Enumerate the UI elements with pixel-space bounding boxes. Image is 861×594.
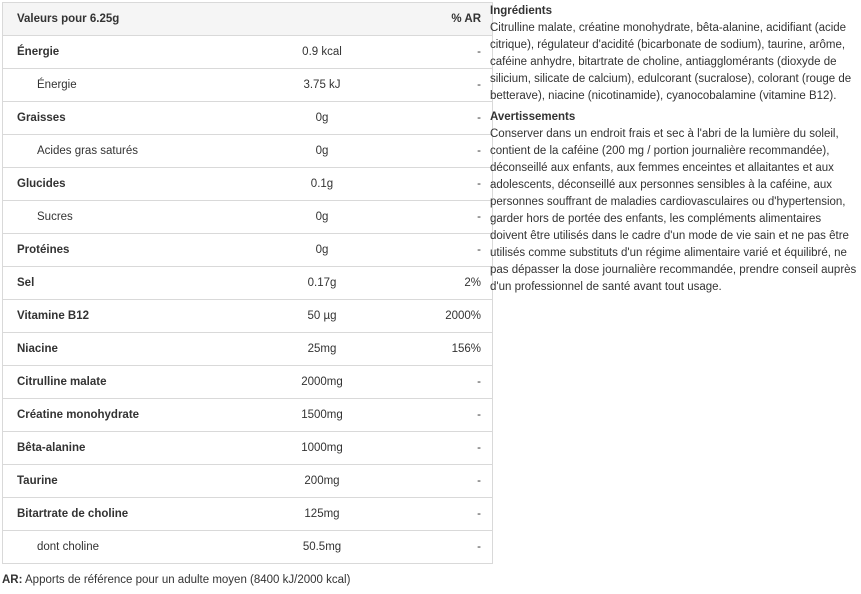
table-row <box>3 366 493 399</box>
ar-footnote <box>2 574 350 586</box>
header-value-label <box>242 3 402 36</box>
nutrient-name: Créatine monohydrate <box>3 399 243 432</box>
nutrient-name: Sel <box>3 267 243 300</box>
table-row <box>3 102 493 135</box>
nutrient-ar-percent: 156% <box>402 333 493 366</box>
nutrient-name: dont choline <box>3 531 243 564</box>
nutrient-ar-percent: - <box>402 168 493 201</box>
table-row <box>3 69 493 102</box>
table-row <box>3 234 493 267</box>
nutrient-ar-percent: - <box>402 531 493 564</box>
nutrient-value: 25mg <box>242 333 402 366</box>
nutrient-value: 50 µg <box>242 300 402 333</box>
nutrient-ar-percent: - <box>402 432 493 465</box>
nutrient-ar-percent: - <box>402 69 493 102</box>
nutrient-ar-percent: - <box>402 102 493 135</box>
nutrient-ar-percent: - <box>402 399 493 432</box>
nutrient-ar-percent: - <box>402 366 493 399</box>
nutrient-name: Bitartrate de choline <box>3 498 243 531</box>
table-row <box>3 465 493 498</box>
table-row <box>3 531 493 564</box>
warnings-title: Avertissements <box>490 111 576 123</box>
nutrient-value: 0g <box>242 135 402 168</box>
header-serving-label: Valeurs pour 6.25g <box>3 3 243 36</box>
nutrient-name: Acides gras saturés <box>3 135 243 168</box>
nutrient-ar-percent: - <box>402 201 493 234</box>
table-header-row <box>3 3 493 36</box>
nutrient-value: 1000mg <box>242 432 402 465</box>
ingredients-text: Citrulline malate, créatine monohydrate, bêta-alanine, acidifiant (acide citrique), régulateur d'acidité (bicarbonate de sodium), taurine, arôme, caféine anhydre, bitartrate de choline, antiagglomérants (dioxyde de silicium, silicate de calcium), edulcorant (sucralose), colorant (rouge de betterave), niacine (nicotinamide), cyanocobalamine (vitamine B12). <box>490 22 852 102</box>
table-row <box>3 432 493 465</box>
table-row <box>3 333 493 366</box>
nutrient-value: 200mg <box>242 465 402 498</box>
table-row <box>3 201 493 234</box>
nutrient-ar-percent: 2% <box>402 267 493 300</box>
table-row <box>3 135 493 168</box>
nutrient-value: 0g <box>242 102 402 135</box>
nutrient-value: 2000mg <box>242 366 402 399</box>
nutrient-value: 0.1g <box>242 168 402 201</box>
nutrient-value: 0g <box>242 201 402 234</box>
warnings-text: Conserver dans un endroit frais et sec à l'abri de la lumière du soleil, contient de la caféine (200 mg / portion journalière recommandée), déconseillé aux enfants, aux femmes enceintes et allaitantes et aux adolescents, déconseillé aux personnes sensibles à la caféine, aux personnes souffrant de maladies cardiovasculaires ou d'hypertension, garder hors de portée des enfants, les compléments alimentaires doivent être utilisés dans le cadre d'un mode de vie sain et ne pas être utilisés comme substituts d'un régime alimentaire varié et équilibré, ne pas dépasser la dose journalière recommandée, prendre conseil auprès d'un professionnel de santé avant tout usage. <box>490 128 857 293</box>
nutrient-value: 1500mg <box>242 399 402 432</box>
nutrient-ar-percent: - <box>402 465 493 498</box>
nutrient-value: 0.17g <box>242 267 402 300</box>
nutrient-value: 0.9 kcal <box>242 36 402 69</box>
header-ar-label: % AR <box>402 3 493 36</box>
nutrition-table <box>2 2 493 564</box>
nutrient-value: 0g <box>242 234 402 267</box>
ingredients-title: Ingrédients <box>490 5 552 17</box>
nutrient-ar-percent: - <box>402 135 493 168</box>
nutrient-value: 50.5mg <box>242 531 402 564</box>
nutrient-name: Citrulline malate <box>3 366 243 399</box>
product-info <box>490 3 860 300</box>
nutrient-name: Bêta-alanine <box>3 432 243 465</box>
ar-footnote-text: Apports de référence pour un adulte moyen (8400 kJ/2000 kcal) <box>22 574 351 586</box>
table-row <box>3 36 493 69</box>
nutrient-name: Glucides <box>3 168 243 201</box>
nutrient-name: Énergie <box>3 69 243 102</box>
nutrient-name: Niacine <box>3 333 243 366</box>
table-row <box>3 267 493 300</box>
nutrient-ar-percent: - <box>402 234 493 267</box>
nutrient-ar-percent: - <box>402 498 493 531</box>
table-row <box>3 399 493 432</box>
nutrient-name: Vitamine B12 <box>3 300 243 333</box>
table-row <box>3 498 493 531</box>
nutrient-name: Protéines <box>3 234 243 267</box>
nutrient-ar-percent: 2000% <box>402 300 493 333</box>
ar-footnote-abbr: AR: <box>2 574 23 586</box>
nutrient-name: Énergie <box>3 36 243 69</box>
nutrient-name: Graisses <box>3 102 243 135</box>
nutrient-ar-percent: - <box>402 36 493 69</box>
nutrient-value: 3.75 kJ <box>242 69 402 102</box>
nutrient-name: Sucres <box>3 201 243 234</box>
table-row <box>3 300 493 333</box>
table-row <box>3 168 493 201</box>
nutrient-name: Taurine <box>3 465 243 498</box>
nutrient-value: 125mg <box>242 498 402 531</box>
